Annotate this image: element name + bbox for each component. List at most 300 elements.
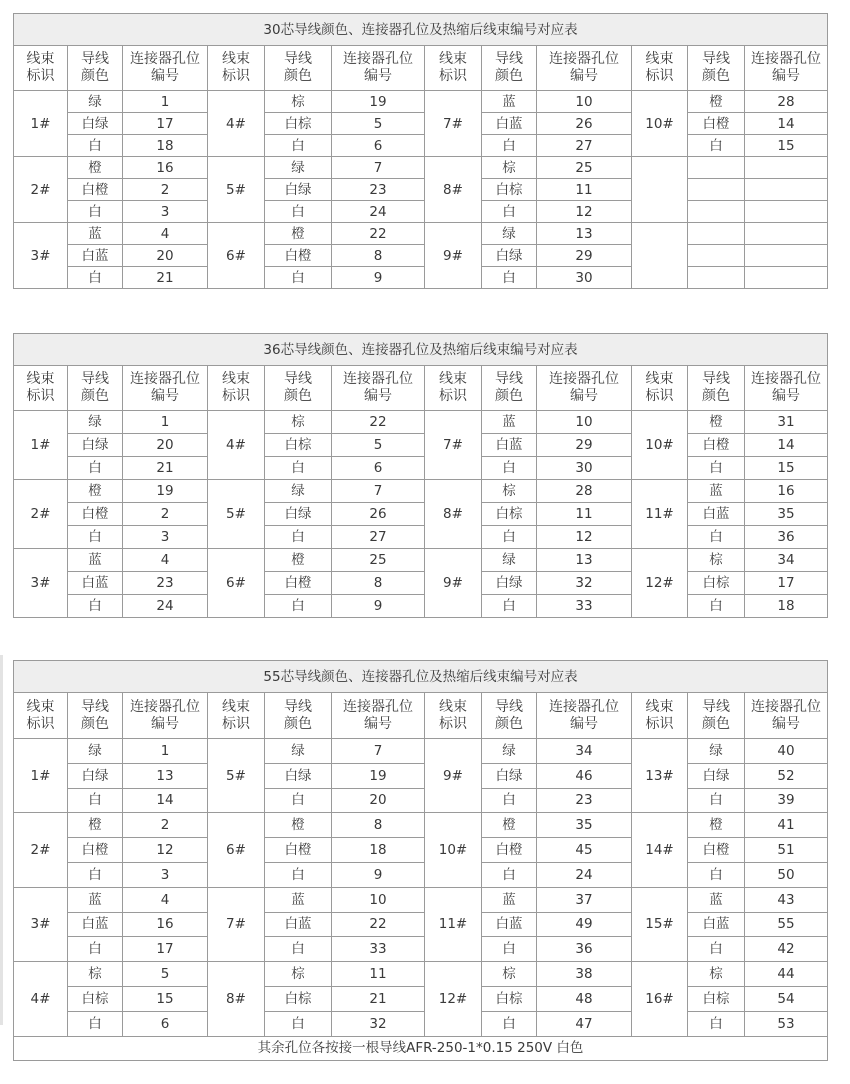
empty-harness-cell [632,157,688,223]
header-text-line: 标识 [439,388,467,404]
connector-pin-cell: 3 [123,201,208,223]
table-row [14,549,828,572]
connector-pin-cell: 21 [123,267,208,289]
table-row [14,411,828,434]
table-title: 30芯导线颜色、连接器孔位及热缩后线束编号对应表 [14,14,828,46]
title-row [14,14,828,46]
header-text-line: 连接器孔位 [549,51,619,67]
wire-color-cell: 蓝 [482,91,537,113]
harness-label: 11# [632,480,688,549]
footer-note: 其余孔位各按接一根导线AFR-250-1*0.15 250V 白色 [14,1036,828,1060]
wire-color-cell: 白 [265,201,332,223]
connector-pin-cell: 12 [537,526,632,549]
empty-pin-cell [745,179,828,201]
harness-label: 2# [14,813,68,887]
connector-pin-cell: 30 [537,267,632,289]
wire-color-cell: 蓝 [482,887,537,912]
header-text-line: 颜色 [81,715,109,732]
wire-color-cell: 白棕 [265,986,332,1011]
wire-color-header [265,366,332,411]
connector-pin-cell: 20 [123,245,208,267]
header-text-line: 编号 [772,388,800,404]
connector-pin-cell: 13 [537,223,632,245]
wire-color-cell: 白 [688,457,745,480]
wire-color-header [265,693,332,739]
wire-color-cell: 橙 [68,480,123,503]
empty-pin-cell [745,157,828,179]
harness-label: 1# [14,739,68,813]
wire-color-cell: 白 [265,267,332,289]
harness-id-header [208,693,265,739]
table-row [14,480,828,503]
header-text-line: 线束 [645,51,674,67]
header-text-line: 导线 [81,371,109,387]
wire-color-cell: 绿 [68,411,123,434]
wire-color-header [688,693,745,739]
wire-color-cell: 白 [68,457,123,480]
wire-color-cell: 白 [68,595,123,618]
connector-pin-cell: 18 [123,135,208,157]
table-row [14,179,828,201]
wire-color-cell: 白 [68,135,123,157]
harness-label: 5# [208,480,265,549]
wire-color-cell: 白棕 [265,434,332,457]
wire-color-cell: 棕 [688,962,745,987]
connector-pin-cell: 33 [332,937,425,962]
table-row [14,201,828,223]
left-edge-mark [0,655,3,1025]
empty-harness-cell [632,223,688,289]
wire-color-cell: 蓝 [68,549,123,572]
harness-id-header [425,366,482,411]
connector-pin-cell: 39 [745,788,828,813]
connector-pin-cell: 24 [332,201,425,223]
connector-pin-cell: 42 [745,937,828,962]
harness-label: 6# [208,223,265,289]
connector-pin-cell: 28 [745,91,828,113]
harness-label: 11# [425,887,482,961]
connector-pin-cell: 17 [123,937,208,962]
header-text-line: 标识 [222,68,250,84]
wire-color-cell: 蓝 [68,887,123,912]
harness-id-header [14,693,68,739]
wire-color-cell: 白 [68,201,123,223]
header-text-line: 颜色 [81,68,109,84]
connector-pin-cell: 52 [745,763,828,788]
connector-pin-header [332,366,425,411]
wire-color-cell: 橙 [265,223,332,245]
connector-pin-cell: 34 [745,549,828,572]
wire-color-cell: 白 [68,1011,123,1036]
wire-color-cell: 白 [482,1011,537,1036]
connector-pin-cell: 15 [123,986,208,1011]
table-row [14,503,828,526]
harness-label: 3# [14,223,68,289]
connector-pin-cell: 34 [537,739,632,764]
wire-color-cell: 白橙 [688,838,745,863]
header-text-line: 颜色 [284,388,312,404]
harness-label: 9# [425,549,482,618]
connector-pin-cell: 18 [332,838,425,863]
connector-pin-cell: 32 [332,1011,425,1036]
wire-color-cell: 绿 [265,480,332,503]
harness-label: 4# [14,962,68,1036]
empty-pin-cell [745,201,828,223]
wire-color-cell: 橙 [688,411,745,434]
header-text-line: 编号 [151,715,179,732]
empty-color-cell [688,179,745,201]
header-text-line: 颜色 [495,388,523,404]
table-row [14,912,828,937]
header-text-line: 颜色 [495,715,523,732]
header-text-line: 线束 [645,371,674,387]
empty-color-cell [688,223,745,245]
harness-label: 9# [425,223,482,289]
connector-pin-cell: 49 [537,912,632,937]
connector-pin-cell: 1 [123,411,208,434]
harness-label: 5# [208,739,265,813]
connector-pin-cell: 5 [123,962,208,987]
header-text-line: 颜色 [702,68,730,84]
connector-pin-cell: 22 [332,223,425,245]
connector-pin-cell: 10 [537,411,632,434]
connector-pin-cell: 19 [123,480,208,503]
connector-pin-cell: 25 [332,549,425,572]
connector-pin-cell: 9 [332,595,425,618]
header-text-line: 编号 [151,388,179,404]
connector-pin-cell: 4 [123,887,208,912]
connector-pin-header [332,46,425,91]
table-row [14,91,828,113]
header-text-line: 连接器孔位 [130,371,200,387]
table-row [14,937,828,962]
wire-color-cell: 橙 [688,91,745,113]
connector-pin-cell: 1 [123,91,208,113]
header-text-line: 颜色 [81,388,109,404]
wire-color-cell: 白棕 [482,503,537,526]
connector-pin-cell: 55 [745,912,828,937]
connector-pin-cell: 14 [745,113,828,135]
connector-pin-cell: 35 [537,813,632,838]
connector-pin-cell: 5 [332,113,425,135]
header-text-line: 标识 [26,715,55,732]
wire-color-cell: 绿 [482,739,537,764]
empty-pin-cell [745,245,828,267]
connector-pin-cell: 2 [123,179,208,201]
connector-pin-cell: 31 [745,411,828,434]
header-text-line: 编号 [772,68,800,84]
connector-pin-cell: 14 [123,788,208,813]
header-text-line: 导线 [284,51,312,67]
wire-color-cell: 白橙 [68,838,123,863]
connector-pin-cell: 22 [332,912,425,937]
wire-color-cell: 白绿 [688,763,745,788]
connector-pin-cell: 7 [332,739,425,764]
wire-color-cell: 白橙 [482,838,537,863]
harness-label: 1# [14,411,68,480]
connector-pin-cell: 6 [123,1011,208,1036]
table-title: 55芯导线颜色、连接器孔位及热缩后线束编号对应表 [14,661,828,693]
wire-color-cell: 白蓝 [68,245,123,267]
wire-color-header [68,46,123,91]
header-text-line: 导线 [702,371,730,387]
wire-color-cell: 白橙 [265,572,332,595]
wire-color-cell: 白 [265,862,332,887]
connector-pin-cell: 22 [332,411,425,434]
header-text-line: 标识 [26,388,55,404]
wire-color-cell: 白绿 [482,763,537,788]
wire-color-cell: 白 [68,862,123,887]
wire-color-cell: 白 [688,937,745,962]
harness-label: 12# [425,962,482,1036]
header-text-line: 颜色 [495,68,523,84]
connector-pin-cell: 21 [123,457,208,480]
connector-pin-cell: 4 [123,549,208,572]
connector-pin-cell: 26 [537,113,632,135]
header-text-line: 线束 [439,698,467,715]
wire-color-cell: 白绿 [68,434,123,457]
wire-color-cell: 白 [688,526,745,549]
connector-pin-cell: 19 [332,763,425,788]
wire-color-cell: 白蓝 [482,434,537,457]
header-text-line: 导线 [495,51,523,67]
harness-id-header [425,46,482,91]
wire-color-cell: 白橙 [265,838,332,863]
header-text-line: 编号 [364,388,392,404]
connector-pin-cell: 23 [332,179,425,201]
connector-pin-header [537,46,632,91]
header-text-line: 颜色 [702,715,730,732]
header-text-line: 线束 [222,698,250,715]
table-row [14,595,828,618]
connector-pin-cell: 35 [745,503,828,526]
harness-label: 10# [425,813,482,887]
harness-label: 10# [632,91,688,157]
header-text-line: 标识 [439,715,467,732]
connector-pin-cell: 9 [332,862,425,887]
wire-color-cell: 白 [482,457,537,480]
wire-color-cell: 白绿 [68,113,123,135]
connector-pin-cell: 20 [123,434,208,457]
connector-pin-cell: 12 [537,201,632,223]
connector-pin-cell: 50 [745,862,828,887]
wire-color-cell: 蓝 [688,887,745,912]
harness-label: 4# [208,411,265,480]
wire-color-cell: 棕 [482,157,537,179]
wire-color-cell: 白 [265,595,332,618]
harness-label: 12# [632,549,688,618]
empty-color-cell [688,245,745,267]
connector-pin-cell: 19 [332,91,425,113]
connector-pin-cell: 8 [332,572,425,595]
wire-color-cell: 绿 [68,91,123,113]
connector-pin-cell: 6 [332,457,425,480]
table-row [14,962,828,987]
wire-color-cell: 白蓝 [482,912,537,937]
connector-pin-cell: 36 [745,526,828,549]
header-text-line: 标识 [645,68,674,84]
header-text-line: 连接器孔位 [751,698,821,715]
wire-color-cell: 白 [482,201,537,223]
connector-pin-cell: 5 [332,434,425,457]
connector-pin-cell: 16 [745,480,828,503]
connector-pin-cell: 3 [123,862,208,887]
wire-color-cell: 白绿 [265,763,332,788]
header-text-line: 颜色 [702,388,730,404]
header-text-line: 线束 [222,51,250,67]
harness-id-header [632,366,688,411]
harness-label: 8# [208,962,265,1036]
wire-color-cell: 绿 [68,739,123,764]
table-row [14,788,828,813]
connector-pin-cell: 53 [745,1011,828,1036]
connector-pin-cell: 29 [537,245,632,267]
harness-label: 13# [632,739,688,813]
table-row [14,1011,828,1036]
connector-pin-cell: 43 [745,887,828,912]
table-row [14,157,828,179]
header-text-line: 连接器孔位 [343,51,413,67]
empty-color-cell [688,267,745,289]
harness-label: 7# [425,411,482,480]
harness-label: 15# [632,887,688,961]
wire-color-cell: 棕 [482,962,537,987]
harness-label: 3# [14,887,68,961]
connector-pin-cell: 8 [332,813,425,838]
harness-label: 6# [208,549,265,618]
wire-color-cell: 绿 [688,739,745,764]
wire-color-header [688,46,745,91]
header-text-line: 连接器孔位 [751,51,821,67]
connector-pin-cell: 28 [537,480,632,503]
wire-color-cell: 白橙 [688,113,745,135]
header-text-line: 连接器孔位 [343,371,413,387]
wire-color-cell: 白棕 [68,986,123,1011]
harness-label: 14# [632,813,688,887]
title-row [14,334,828,366]
connector-pin-cell: 26 [332,503,425,526]
connector-pin-cell: 30 [537,457,632,480]
table-row [14,434,828,457]
wire-color-header [265,46,332,91]
wire-color-cell: 绿 [265,157,332,179]
empty-color-cell [688,201,745,223]
connector-pin-cell: 51 [745,838,828,863]
connector-pin-cell: 4 [123,223,208,245]
wire-color-cell: 白 [482,595,537,618]
connector-pin-cell: 2 [123,813,208,838]
table-row [14,862,828,887]
table-row [14,572,828,595]
connector-pin-header [123,46,208,91]
connector-pin-header [123,366,208,411]
harness-label: 8# [425,157,482,223]
header-text-line: 连接器孔位 [130,698,200,715]
wire-color-cell: 白 [68,788,123,813]
table-row [14,457,828,480]
title-row [14,661,828,693]
header-text-line: 线束 [439,51,467,67]
connector-pin-cell: 7 [332,480,425,503]
connector-pin-cell: 33 [537,595,632,618]
connector-pin-cell: 25 [537,157,632,179]
header-text-line: 线束 [26,698,55,715]
wire-color-cell: 白 [688,135,745,157]
wire-color-cell: 白 [482,937,537,962]
wire-color-cell: 白蓝 [68,572,123,595]
wire-color-cell: 棕 [265,411,332,434]
connector-pin-cell: 40 [745,739,828,764]
wire-color-cell: 橙 [68,813,123,838]
connector-pin-cell: 41 [745,813,828,838]
wire-color-cell: 白 [688,788,745,813]
wire-color-cell: 白 [265,526,332,549]
connector-pin-header [745,693,828,739]
connector-pin-cell: 23 [537,788,632,813]
connector-pin-cell: 7 [332,157,425,179]
table-row [14,887,828,912]
harness-id-header [425,693,482,739]
footer-row [14,1036,828,1060]
wire-color-cell: 白蓝 [688,912,745,937]
connector-pin-cell: 36 [537,937,632,962]
wire-color-cell: 白棕 [482,986,537,1011]
wire-color-header [688,366,745,411]
wire-color-cell: 白橙 [688,434,745,457]
header-text-line: 导线 [81,51,109,67]
connector-pin-cell: 14 [745,434,828,457]
table-row [14,813,828,838]
header-text-line: 标识 [645,715,674,732]
connector-pin-cell: 23 [123,572,208,595]
header-text-line: 导线 [81,698,109,715]
table-55-core [13,660,828,1061]
table-36-core [13,333,828,618]
wire-color-cell: 白 [265,788,332,813]
connector-pin-cell: 45 [537,838,632,863]
wire-color-cell: 白 [68,267,123,289]
connector-pin-cell: 17 [745,572,828,595]
wire-color-cell: 白 [482,788,537,813]
harness-label: 5# [208,157,265,223]
table-row [14,526,828,549]
empty-pin-cell [745,267,828,289]
connector-pin-cell: 38 [537,962,632,987]
wire-color-cell: 白 [265,457,332,480]
wire-color-cell: 白 [688,1011,745,1036]
connector-pin-cell: 13 [123,763,208,788]
wire-color-cell: 白 [265,1011,332,1036]
harness-label: 10# [632,411,688,480]
connector-pin-cell: 10 [332,887,425,912]
wire-color-cell: 白棕 [688,572,745,595]
connector-pin-cell: 17 [123,113,208,135]
harness-label: 8# [425,480,482,549]
harness-id-header [632,693,688,739]
table-title: 36芯导线颜色、连接器孔位及热缩后线束编号对应表 [14,334,828,366]
wire-color-cell: 白棕 [482,179,537,201]
wire-color-cell: 白 [265,937,332,962]
table-row [14,267,828,289]
wire-color-cell: 白 [688,862,745,887]
harness-label: 16# [632,962,688,1036]
connector-pin-cell: 24 [123,595,208,618]
connector-pin-cell: 13 [537,549,632,572]
connector-pin-cell: 24 [537,862,632,887]
wire-color-cell: 绿 [482,223,537,245]
wire-color-cell: 白 [265,135,332,157]
wire-color-cell: 橙 [688,813,745,838]
